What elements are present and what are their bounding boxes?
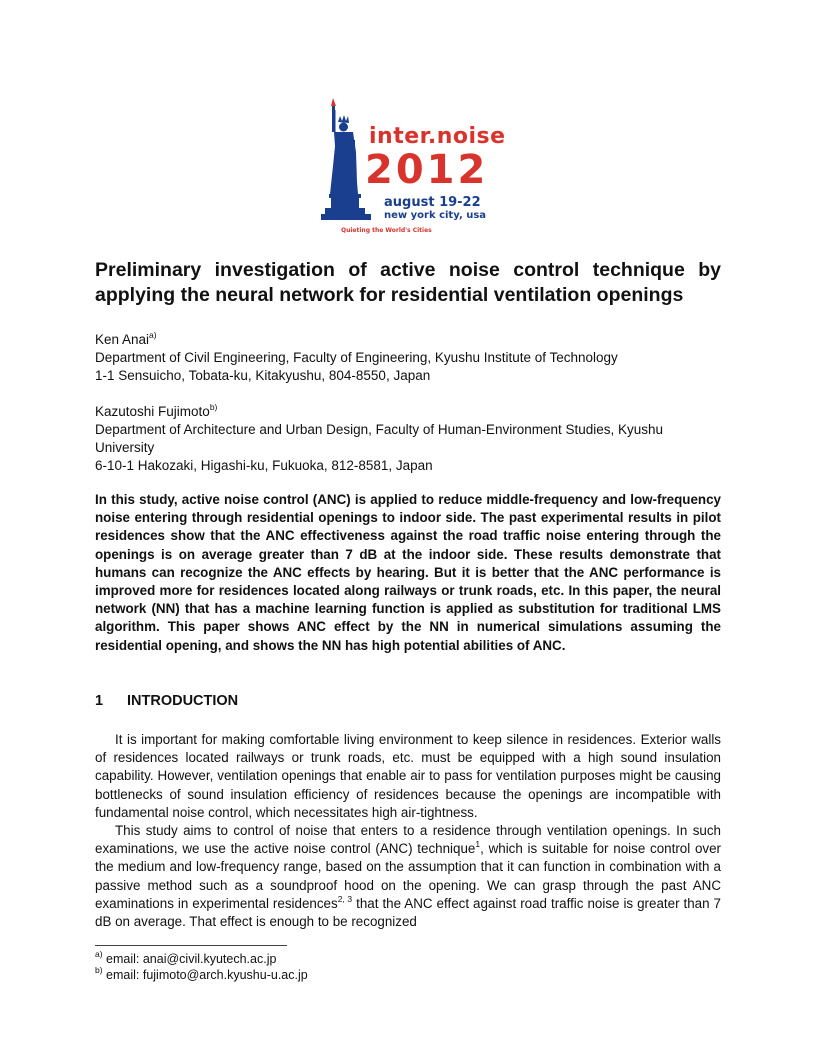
footnote-text: email: anai@civil.kyutech.ac.jp <box>102 952 277 966</box>
footnote-mark: a) <box>95 949 103 959</box>
citation-ref: 2, 3 <box>337 893 353 904</box>
paragraph-2 <box>95 822 721 931</box>
paragraph-2-text-b: , which is suitable for noise control over the medium and low-frequency range, based on the assumption that it can function in combination with a passive method such as a soundproof hood on the opening. We can grasp through the past ANC examinations in experimental residences <box>95 841 722 911</box>
footnote-mark: b) <box>95 965 103 975</box>
author-name <box>95 403 721 421</box>
section-title: INTRODUCTION <box>127 693 239 709</box>
author-block-1 <box>95 331 721 385</box>
conference-logo <box>321 96 506 238</box>
section-number: 1 <box>95 693 104 709</box>
body-text <box>95 731 721 931</box>
citation-ref: 1 <box>475 839 481 850</box>
footnote-a <box>95 951 308 967</box>
paragraph-1: It is important for making comfortable living environment to keep silence in residences. Exterior walls of residences located railways or trunk roads, etc. must be equipped with a high sound insulation capability. However, ventilation openings that enable air to pass for ventilation purposes might be causing bottlenecks of sound insulation efficiency of residences because the openings are incompatible with fundamental noise control, which necessitates high air-tightness. <box>95 732 721 820</box>
author-address: 1-1 Sensuicho, Tobata-ku, Kitakyushu, 804-8550, Japan <box>95 368 431 383</box>
paragraph-2-text-c: that the ANC effect against road traffic noise is greater than 7 dB on average. That effect is enough to be recognized <box>95 895 722 930</box>
logo-dates: august 19-22 <box>384 195 481 210</box>
logo-year: 2012 <box>365 147 489 193</box>
author-name-text: Ken Anai <box>95 332 150 347</box>
logo-location: new york city, usa <box>384 210 487 221</box>
paper-title <box>95 258 721 308</box>
author-department: Department of Civil Engineering, Faculty of Engineering, Kyushu Institute of Technology <box>95 350 618 365</box>
paper-title-line-2: applying the neural network for residential ventilation openings <box>95 284 684 306</box>
footnote-text: email: fujimoto@arch.kyushu-u.ac.jp <box>102 968 308 982</box>
section-heading <box>95 693 238 709</box>
paper-page <box>95 0 721 1056</box>
author-name <box>95 331 721 349</box>
logo-conference-name: inter.noise <box>369 124 506 149</box>
footnote-divider <box>95 945 287 946</box>
author-mark: a) <box>149 330 157 340</box>
abstract: In this study, active noise control (ANC) is applied to reduce middle-frequency and low-frequency noise entering through residential openings to indoor side. The past experimental results in pilot residences show that the ANC effectiveness against the road traffic noise entering through the openings is on average greater than 7 dB at the indoor side. These results demonstrate that humans can recognize the ANC effects by hearing. But it is better that the ANC performance is improved more for residences located along railways or trunk roads, etc. In this paper, the neural network (NN) that has a machine learning function is applied as substitution for traditional LMS algorithm. This paper shows ANC effect by the NN in numerical simulations assuming the residential opening, and shows the NN has high potential abilities of ANC. <box>95 492 721 653</box>
logo-tagline: Quieting the World's Cities <box>341 227 432 234</box>
author-mark: b) <box>209 402 218 412</box>
footnote-b <box>95 967 308 983</box>
author-address: 6-10-1 Hakozaki, Higashi-ku, Fukuoka, 812-8581, Japan <box>95 458 433 473</box>
footnotes <box>95 951 308 983</box>
paper-title-line-1: Preliminary investigation of active noise control technique by <box>95 259 721 281</box>
author-name-text: Kazutoshi Fujimoto <box>95 404 210 419</box>
paragraph-2-text-a: This study aims to control of noise that enters to a residence through ventilation openings. In such examinations, we use the active noise control (ANC) technique <box>95 823 721 857</box>
author-block-2 <box>95 403 721 475</box>
author-department: Department of Architecture and Urban Design, Faculty of Human-Environment Studies, Kyushu University <box>95 422 664 455</box>
